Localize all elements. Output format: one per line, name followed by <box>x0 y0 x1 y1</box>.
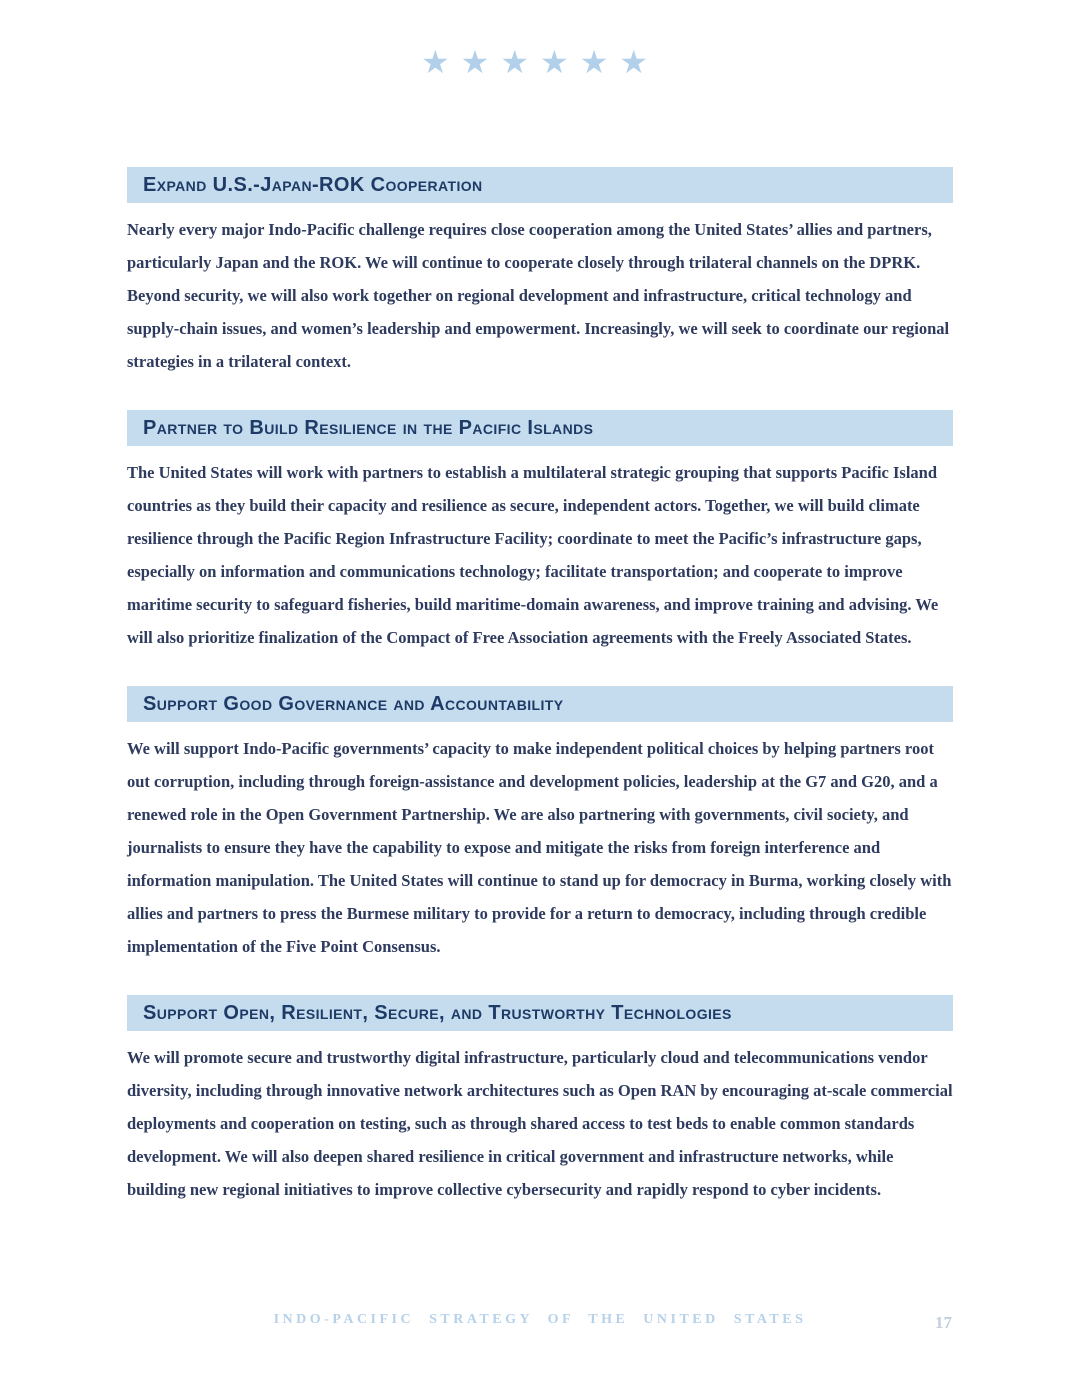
section-heading: Support Open, Resilient, Secure, and Trustworthy Technologies <box>143 1002 732 1024</box>
page-content <box>127 167 953 1238</box>
section-header-bar <box>127 686 953 722</box>
section-pacific-islands-resilience <box>127 410 953 654</box>
footer-title: INDO-PACIFIC STRATEGY OF THE UNITED STATES <box>273 1312 807 1327</box>
section-paragraph: Nearly every major Indo-Pacific challenge requires close cooperation among the United States’ allies and partners, particularly Japan and the ROK. We will continue to cooperate closely through trilateral channels on the DPRK. Beyond security, we will also work together on regional development and infrastructure, critical technology and supply-chain issues, and women’s leadership and empowerment. Increasingly, we will seek to coordinate our regional strategies in a trilateral context. <box>127 220 950 371</box>
section-heading: Support Good Governance and Accountability <box>143 693 564 715</box>
section-header-bar <box>127 410 953 446</box>
section-heading: Partner to Build Resilience in the Pacific Islands <box>143 417 594 439</box>
section-header-bar <box>127 995 953 1031</box>
section-expand-us-japan-rok <box>127 167 953 378</box>
page-number: 17 <box>935 1313 952 1332</box>
section-header-bar <box>127 167 953 203</box>
star-icons: ★★★★★★ <box>420 43 660 81</box>
section-paragraph: We will support Indo-Pacific governments’ capacity to make independent political choices by helping partners root out corruption, including through foreign-assistance and development policies, leadership at the G7 and G20, and a renewed role in the Open Government Partnership. We are also partnering with governments, civil society, and journalists to ensure they have the capability to expose and mitigate the risks from foreign interference and information manipulation. The United States will continue to stand up for democracy in Burma, working closely with allies and partners to press the Burmese military to provide for a return to democracy, including through credible implementation of the Five Point Consensus. <box>127 739 952 956</box>
page-footer <box>0 1312 1080 1336</box>
section-trustworthy-technologies <box>127 995 953 1206</box>
section-heading: Expand U.S.-Japan-ROK Cooperation <box>143 174 483 196</box>
section-good-governance <box>127 686 953 963</box>
section-paragraph: The United States will work with partners to establish a multilateral strategic grouping that supports Pacific Island countries as they build their capacity and resilience as secure, independent actors. Together, we will build climate resilience through the Pacific Region Infrastructure Facility; coordinate to meet the Pacific’s infrastructure gaps, especially on information and communications technology; facilitate transportation; and cooperate to improve maritime security to safeguard fisheries, build maritime-domain awareness, and improve training and advising. We will also prioritize finalization of the Compact of Free Association agreements with the Freely Associated States. <box>127 463 939 647</box>
section-paragraph: We will promote secure and trustworthy digital infrastructure, particularly cloud and telecommunications vendor diversity, including through innovative network architectures such as Open RAN by encouraging at-scale commercial deployments and cooperation on testing, such as through shared access to test beds to enable common standards development. We will also deepen shared resilience in critical government and infrastructure networks, while building new regional initiatives to improve collective cybersecurity and rapidly respond to cyber incidents. <box>127 1048 953 1199</box>
